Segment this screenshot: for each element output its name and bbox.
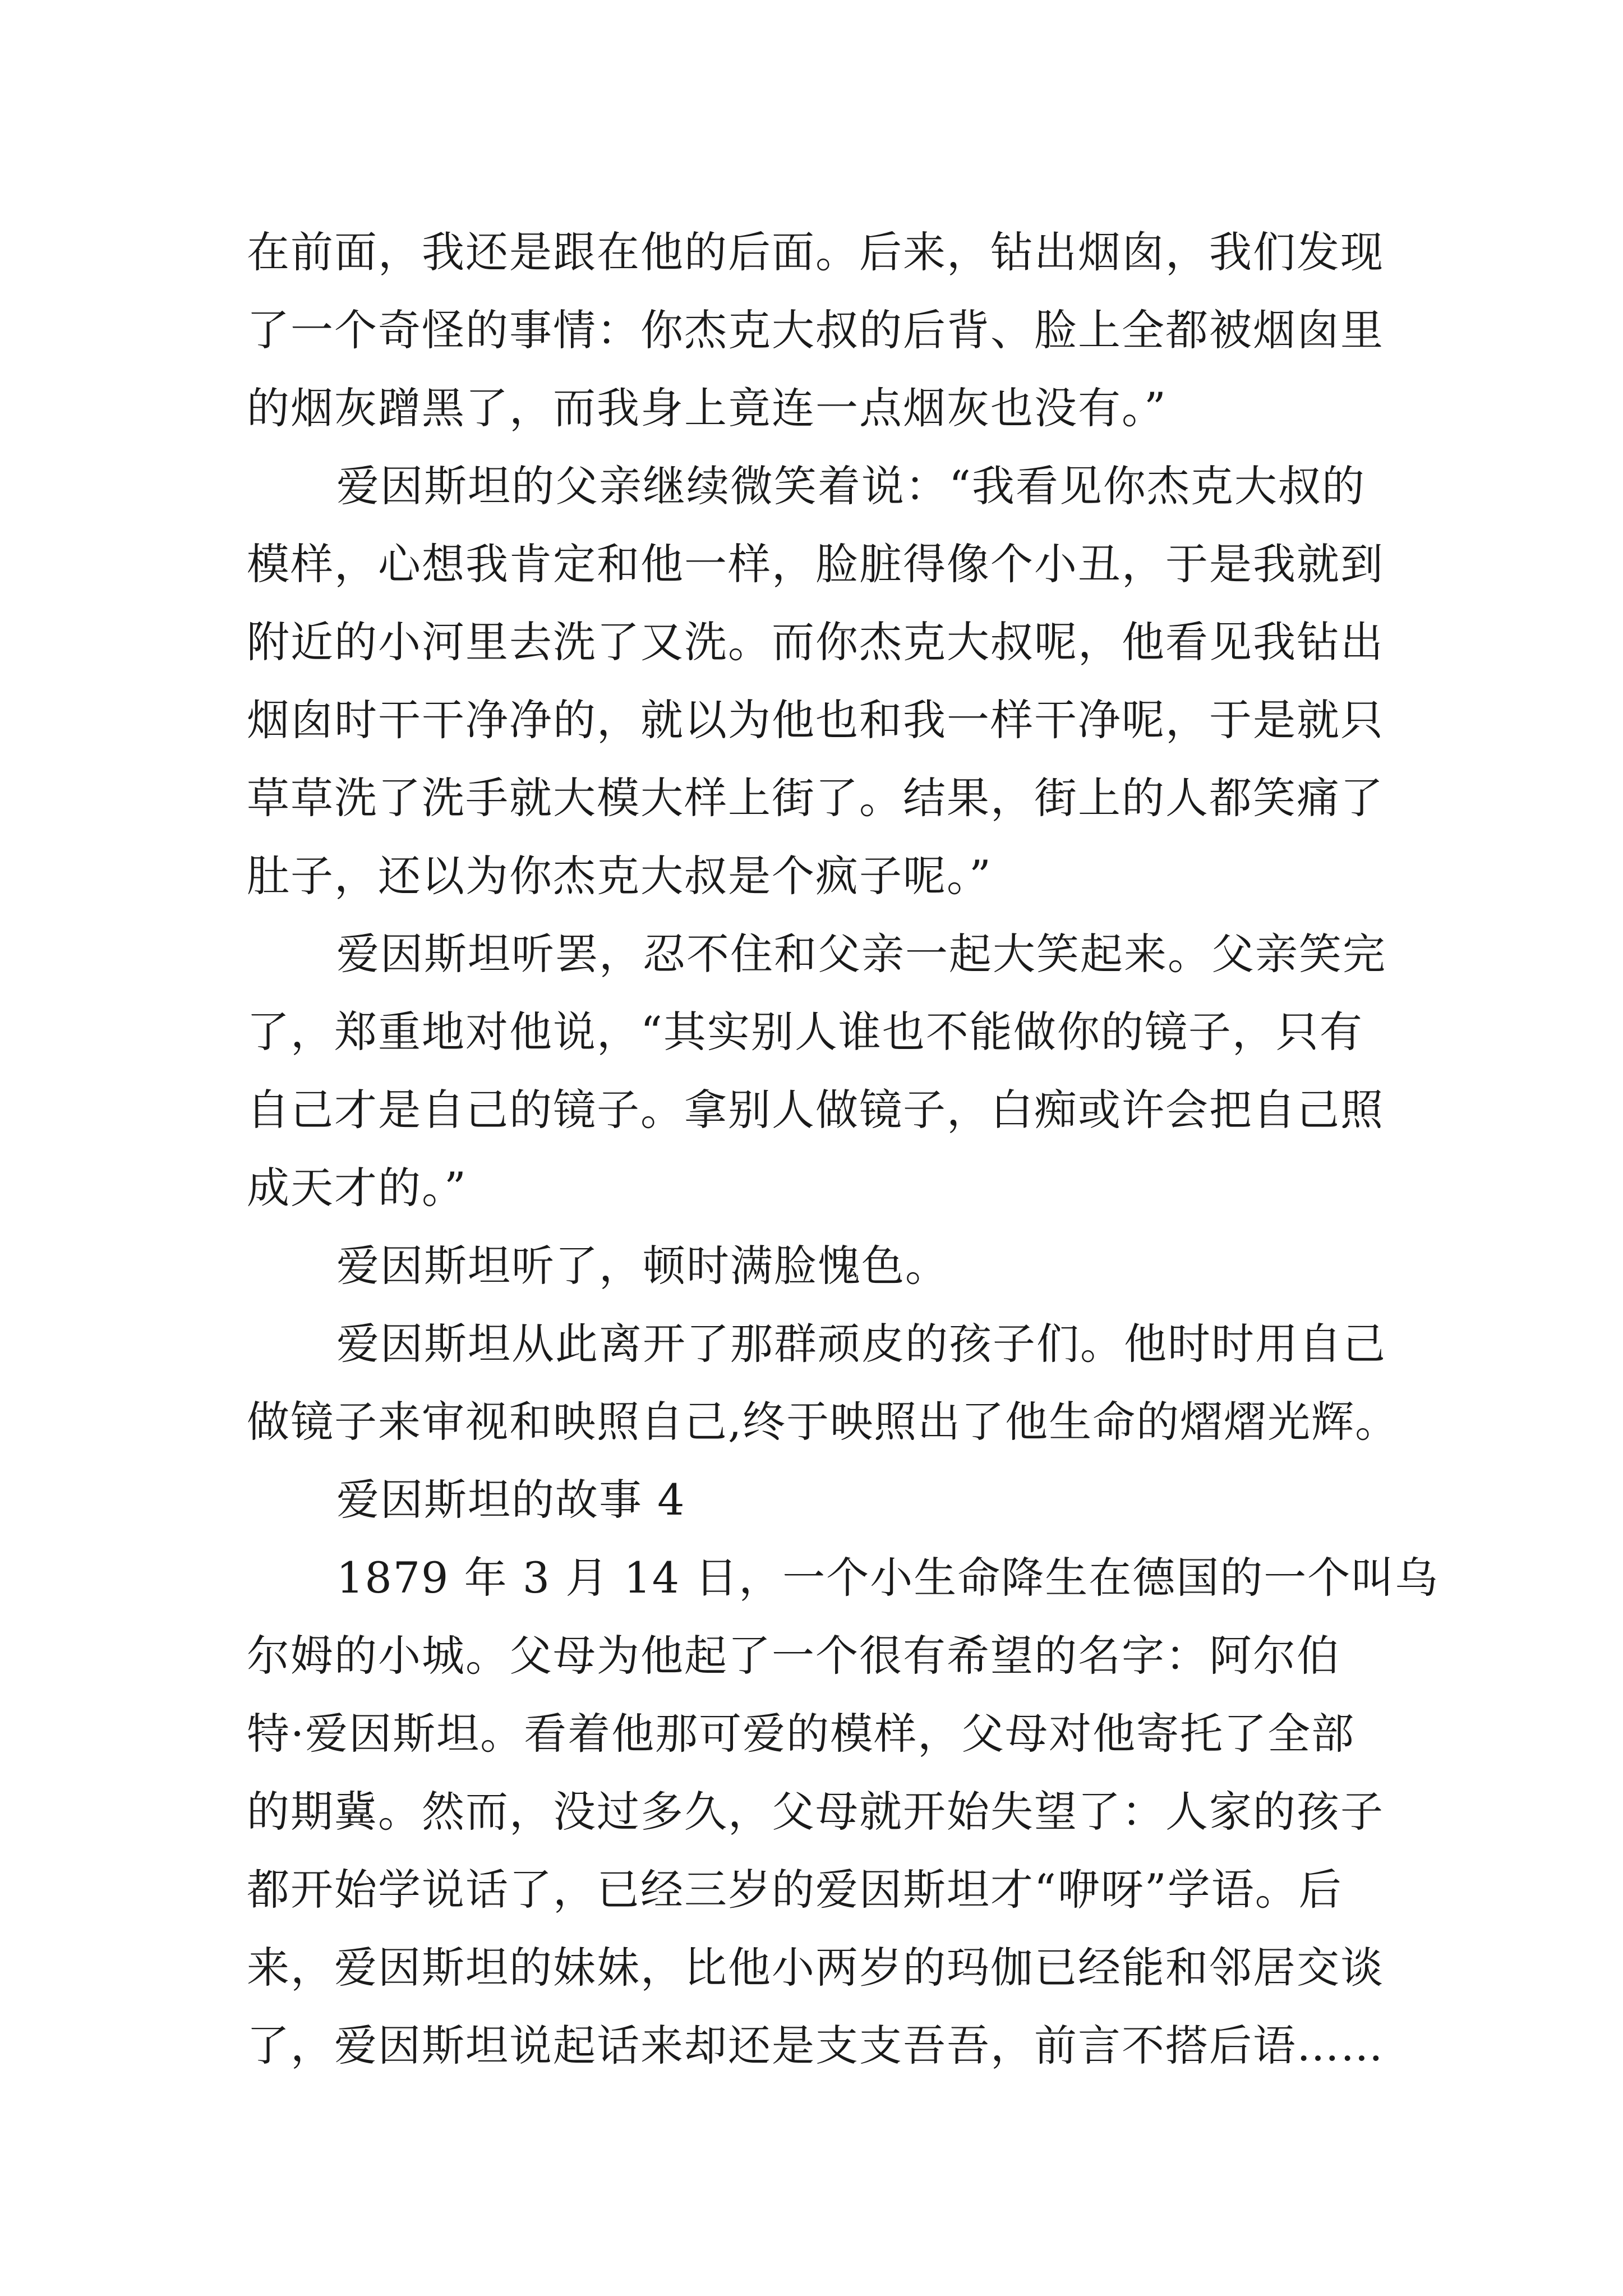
text-line: 尔姆的小城。父母为他起了一个很有希望的名字：阿尔伯	[247, 1631, 1340, 1681]
paragraph-start-line: 爱因斯坦听了，顿时满脸愧色。	[336, 1241, 949, 1291]
text-line: 草草洗了洗手就大模大样上街了。结果，街上的人都笑痛了	[247, 773, 1384, 823]
paragraph-start-line: 爱因斯坦的父亲继续微笑着说：“我看见你杰克大叔的	[336, 461, 1366, 511]
text-line: 成天才的。”	[247, 1163, 467, 1213]
text-line: 肚子，还以为你杰克大叔是个疯子呢。”	[247, 851, 992, 901]
text-line: 模样，心想我肯定和他一样，脸脏得像个小丑，于是我就到	[247, 539, 1384, 589]
text-line: 来，爱因斯坦的妹妹，比他小两岁的玛伽已经能和邻居交谈	[247, 1943, 1384, 1993]
text-line: 都开始学说话了，已经三岁的爱因斯坦才“咿呀”学语。后	[247, 1865, 1343, 1915]
text-line: 的期冀。然而，没过多久，父母就开始失望了：人家的孩子	[247, 1787, 1384, 1837]
text-line: 特·爱因斯坦。看着他那可爱的模样，父母对他寄托了全部	[247, 1709, 1355, 1759]
text-line: 了，郑重地对他说，“其实别人谁也不能做你的镜子，只有	[247, 1007, 1363, 1057]
paragraph-start-line: 1879 年 3 月 14 日，一个小生命降生在德国的一个叫乌	[336, 1553, 1439, 1603]
text-line: 在前面，我还是跟在他的后面。后来，钻出烟囱，我们发现	[247, 227, 1384, 277]
document-body	[247, 213, 1439, 2085]
text-line: 自己才是自己的镜子。拿别人做镜子，白痴或许会把自己照	[247, 1085, 1384, 1135]
text-line: 了，爱因斯坦说起话来却还是支支吾吾，前言不搭后语……	[247, 2021, 1384, 2070]
section-heading: 爱因斯坦的故事 4	[336, 1475, 686, 1525]
text-line: 的烟灰蹭黑了，而我身上竟连一点烟灰也没有。”	[247, 383, 1167, 433]
text-line: 附近的小河里去洗了又洗。而你杰克大叔呢，他看见我钻出	[247, 617, 1384, 667]
text-line: 做镜子来审视和映照自己,终于映照出了他生命的熠熠光辉。	[247, 1397, 1399, 1447]
text-line: 烟囱时干干净净的，就以为他也和我一样干净呢，于是就只	[247, 695, 1384, 745]
paragraph-start-line: 爱因斯坦从此离开了那群顽皮的孩子们。他时时用自己	[336, 1319, 1386, 1369]
text-line: 了一个奇怪的事情：你杰克大叔的后背、脸上全都被烟囱里	[247, 305, 1384, 355]
paragraph-start-line: 爱因斯坦听罢，忍不住和父亲一起大笑起来。父亲笑完	[336, 929, 1386, 979]
